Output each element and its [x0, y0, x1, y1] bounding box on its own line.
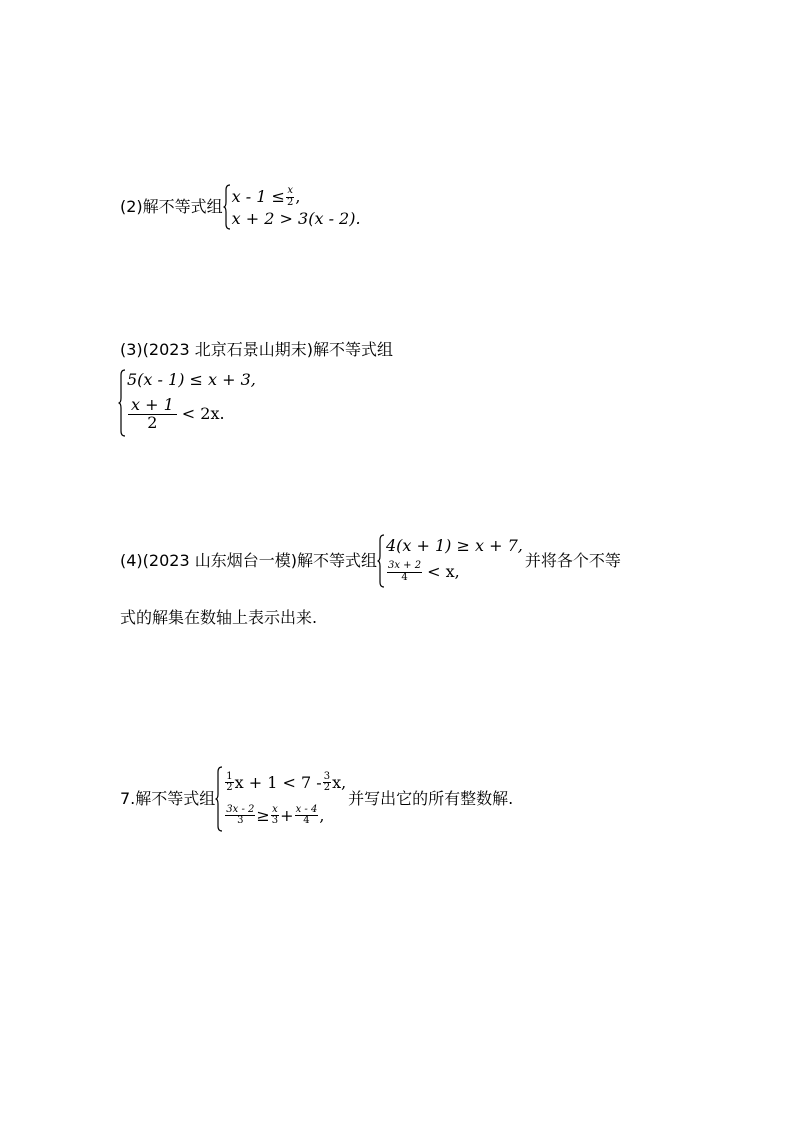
system-7-line-2: $\frac{3x - 2}{3}$ ≥ $\frac{x}{3}$ + $\frac{x - 4}{4}$ ,: [226, 803, 325, 826]
inequality-system-7: [215, 766, 346, 832]
inequality-system-4: [377, 534, 523, 588]
problem-4: [120, 534, 621, 626]
system-2-line-2: x + 2 > 3(x - 2).: [231, 209, 361, 228]
fraction: $\frac{x}{3}$: [271, 803, 279, 826]
system-2-line-1: x - 1 ≤ $\frac{x}{2}$ ,: [231, 185, 301, 208]
problem-4-suffix: 并将各个不等: [524, 551, 621, 570]
inequality-system-3: [118, 369, 393, 437]
problem-4-line-2: 式的解集在数轴上表示出来.: [120, 608, 318, 627]
brace-icon: [377, 534, 385, 588]
problem-3: [120, 339, 393, 437]
brace-icon: [118, 369, 126, 437]
fraction: $\frac{3x + 2}{4}$: [387, 560, 422, 583]
system-4-line-1: 4(x + 1) ≥ x + 7,: [385, 536, 523, 555]
fraction: $\frac{x - 4}{4}$: [295, 803, 318, 826]
problem-3-label: (3)(2023 北京石景山期末)解不等式组: [120, 340, 393, 359]
inequality-system-2: [223, 184, 361, 230]
system-7-line-1: $\frac{1}{2}$ x + 1 < 7 - $\frac{3}{2}$ x,: [226, 770, 347, 793]
problem-7-suffix: 并写出它的所有整数解.: [348, 789, 514, 808]
fraction: $\frac{x + 1}{2}$: [128, 397, 177, 432]
problem-4-label: (4)(2023 山东烟台一模)解不等式组: [120, 551, 377, 570]
fraction: $\frac{1}{2}$: [226, 770, 233, 793]
problem-7-label: 7.解不等式组: [120, 789, 216, 808]
system-4-line-2: $\frac{3x + 2}{4}$ < x,: [387, 560, 460, 583]
system-3-line-1: 5(x - 1) ≤ x + 3,: [127, 370, 256, 389]
fraction: $\frac{x}{2}$: [286, 185, 294, 208]
problem-2-label: (2)解不等式组: [120, 197, 223, 216]
problem-7: [120, 766, 513, 832]
fraction: $\frac{3x - 2}{3}$: [226, 803, 255, 826]
problem-2: [120, 184, 361, 230]
fraction: $\frac{3}{2}$: [323, 770, 331, 793]
brace-icon: [223, 184, 231, 230]
brace-icon: [215, 766, 223, 832]
system-3-line-2: $\frac{x + 1}{2}$ < 2x.: [127, 391, 256, 437]
